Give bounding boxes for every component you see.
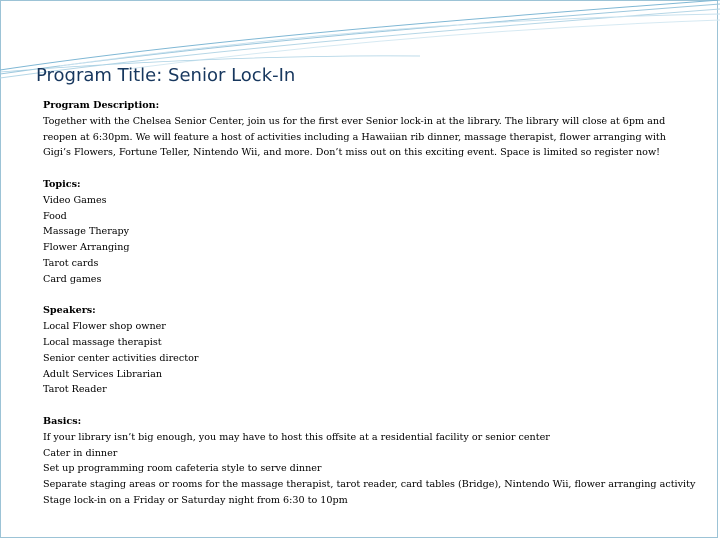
topic-item: Massage Therapy xyxy=(43,226,130,238)
slide-title: Program Title: Senior Lock-In xyxy=(36,65,296,86)
topics-section xyxy=(43,177,683,288)
topic-item: Card games xyxy=(43,273,102,285)
speaker-item: Adult Services Librarian xyxy=(43,368,163,380)
speaker-item: Local massage therapist xyxy=(43,336,162,348)
slide-body xyxy=(43,98,696,525)
topic-item: Video Games xyxy=(43,194,107,206)
basics-heading: Basics: xyxy=(43,415,82,427)
speakers-section xyxy=(43,303,683,398)
topic-item: Food xyxy=(43,210,67,222)
basics-item: If your library isn’t big enough, you may have to host this offsite at a residential facility or senior center xyxy=(43,431,550,443)
speaker-item: Local Flower shop owner xyxy=(43,321,166,333)
speakers-heading: Speakers: xyxy=(43,305,96,317)
basics-item: Cater in dinner xyxy=(43,447,118,459)
topic-item: Flower Arranging xyxy=(43,242,130,254)
speaker-item: Tarot Reader xyxy=(43,384,107,396)
description-heading: Program Description: xyxy=(43,100,160,111)
basics-section xyxy=(43,414,696,509)
description-text: Together with the Chelsea Senior Center, join us for the first ever Senior lock-in at the library. The library will close at 6pm and reopen at 6:30pm. We will feature a host of activities including a Hawaiian rib dinner, massage therapist, flower arranging with Gigi’s Flowers, Fortune Teller, Nintendo Wii, and more. Don’t miss out on this exciting event. Space is limited so register now! xyxy=(43,115,666,159)
topic-item: Tarot cards xyxy=(43,257,99,269)
description-section xyxy=(43,98,683,161)
basics-item: Separate staging areas or rooms for the massage therapist, tarot reader, card tables (Bridge), Nintendo Wii, flower arranging activity xyxy=(43,479,696,491)
topics-heading: Topics: xyxy=(43,178,81,190)
basics-item: Stage lock-in on a Friday or Saturday night from 6:30 to 10pm xyxy=(43,494,348,506)
speaker-item: Senior center activities director xyxy=(43,352,199,364)
basics-item: Set up programming room cafeteria style to serve dinner xyxy=(43,463,322,475)
